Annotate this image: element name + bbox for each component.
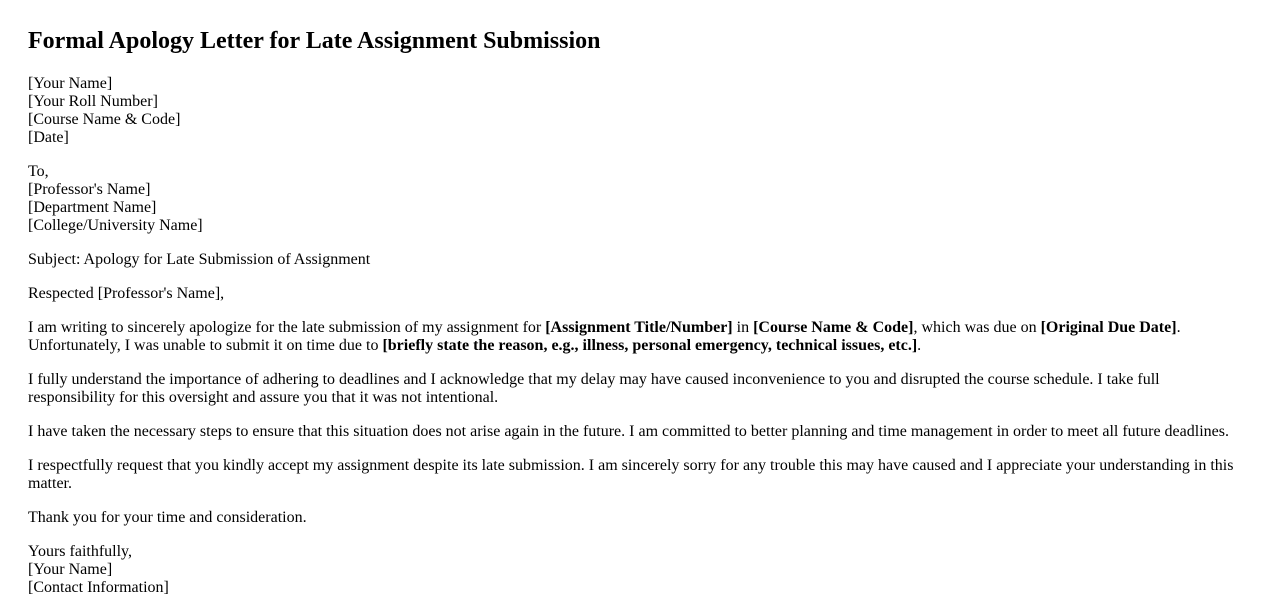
due-date-placeholder: [Original Due Date] xyxy=(1040,319,1177,336)
paragraph-request: I respectfully request that you kindly accept my assignment despite its late submission. I am sincerely sorry for any trouble this may have caused and I appreciate your understanding in this matter. xyxy=(28,457,1234,492)
para1-text-1: I am writing to sincerely apologize for the late submission of my assignment for xyxy=(28,319,546,336)
recipient-college: [College/University Name] xyxy=(28,217,203,234)
salutation: Respected [Professor's Name], xyxy=(28,285,225,302)
subject-line: Subject: Apology for Late Submission of Assignment xyxy=(28,251,371,268)
recipient-professor: [Professor's Name] xyxy=(28,181,151,198)
valediction: Yours faithfully, xyxy=(28,543,133,560)
paragraph-thanks: Thank you for your time and consideration. xyxy=(28,509,307,526)
recipient-department: [Department Name] xyxy=(28,199,157,216)
recipient-to: To, xyxy=(28,163,49,180)
sender-block xyxy=(28,75,1250,147)
closing-block xyxy=(28,543,1250,597)
closing-contact: [Contact Information] xyxy=(28,579,169,596)
para1-text-5: . xyxy=(917,337,922,354)
assignment-title-placeholder: [Assignment Title/Number] xyxy=(545,319,733,336)
closing-name: [Your Name] xyxy=(28,561,113,578)
paragraph-steps: I have taken the necessary steps to ensure that this situation does not arise again in the future. I am committed to better planning and time management in order to meet all future deadlines. xyxy=(28,423,1229,440)
para1-text-2: in xyxy=(732,319,754,336)
sender-date: [Date] xyxy=(28,129,69,146)
paragraph-responsibility: I fully understand the importance of adhering to deadlines and I acknowledge that my delay may have caused inconvenience to you and disrupted the course schedule. I take full responsibility for this oversight and assure you that it was not intentional. xyxy=(28,371,1160,406)
sender-course: [Course Name & Code] xyxy=(28,111,181,128)
course-placeholder: [Course Name & Code] xyxy=(753,319,914,336)
sender-roll-number: [Your Roll Number] xyxy=(28,93,158,110)
sender-name: [Your Name] xyxy=(28,75,113,92)
letter-title: Formal Apology Letter for Late Assignment Submission xyxy=(28,28,601,54)
reason-placeholder: [briefly state the reason, e.g., illness, personal emergency, technical issues, etc.] xyxy=(382,337,918,354)
para1-text-4: . Unfortunately, I was unable to submit it on time due to xyxy=(28,319,1181,354)
recipient-block xyxy=(28,163,1250,235)
para1-text-3: , which was due on xyxy=(913,319,1041,336)
paragraph-apology xyxy=(28,319,1250,355)
